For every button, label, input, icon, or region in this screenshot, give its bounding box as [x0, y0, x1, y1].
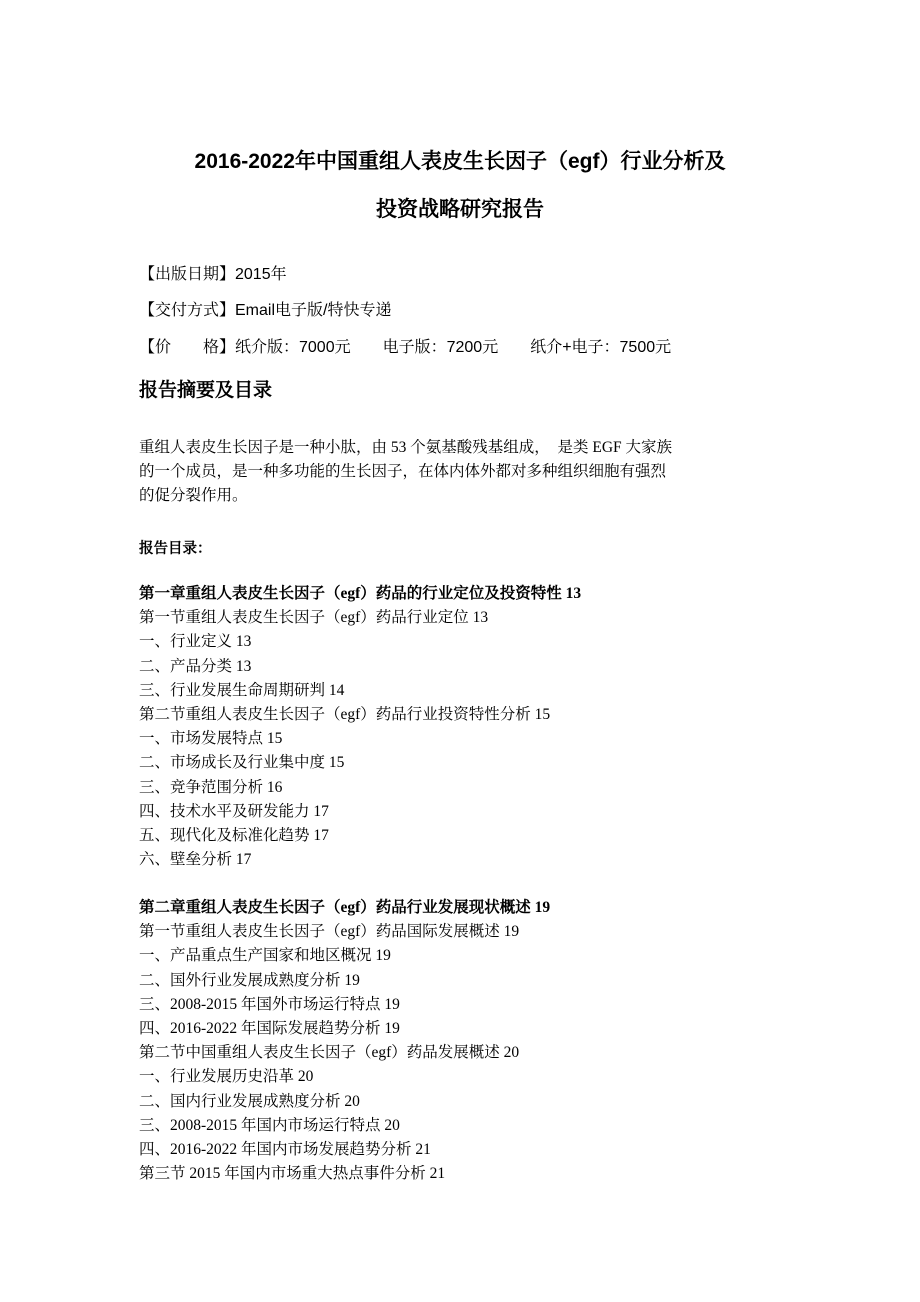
toc-chapter-1	[139, 582, 839, 872]
publish-date: 【出版日期】2015年	[139, 266, 287, 283]
toc-item: 一、产品重点生产国家和地区概况 19	[139, 947, 391, 965]
toc-item: 四、2016-2022 年国内市场发展趋势分析 21	[139, 1140, 431, 1158]
toc-item: 四、2016-2022 年国际发展趋势分析 19	[139, 1019, 400, 1037]
summary-line: 的促分裂作用。	[139, 487, 248, 504]
report-title-line-1: 2016-2022年中国重组人表皮生长因子（egf）行业分析及	[194, 150, 726, 173]
toc-item: 第二节中国重组人表皮生长因子（egf）药品发展概述 20	[139, 1044, 520, 1062]
toc-item: 二、国外行业发展成熟度分析 19	[139, 971, 360, 989]
toc-item: 二、产品分类 13	[139, 657, 252, 675]
toc-item: 第一节重组人表皮生长因子（egf）药品国际发展概述 19	[139, 923, 520, 941]
toc-item: 二、市场成长及行业集中度 15	[139, 754, 345, 772]
toc-item: 六、壁垒分析 17	[139, 851, 252, 869]
toc-item: 三、竞争范围分析 16	[139, 778, 283, 796]
report-title-line-2: 投资战略研究报告	[376, 198, 544, 221]
toc-item: 五、现代化及标准化趋势 17	[139, 826, 329, 844]
summary-line: 重组人表皮生长因子是一种小肽，由 53 个氨基酸残基组成， 是类 EGF 大家族	[139, 439, 673, 456]
price-info: 【价 格】纸介版：7000元 电子版：7200元 纸介+电子：7500元	[139, 339, 672, 356]
toc-item: 三、2008-2015 年国内市场运行特点 20	[139, 1116, 400, 1134]
toc-item: 四、技术水平及研发能力 17	[139, 802, 329, 820]
toc-item: 第三节 2015 年国内市场重大热点事件分析 21	[139, 1165, 446, 1183]
toc-item: 第一节重组人表皮生长因子（egf）药品行业定位 13	[139, 609, 489, 627]
toc-label: 报告目录：	[139, 541, 212, 557]
toc-chapter-title: 第二章重组人表皮生长因子（egf）药品行业发展现状概述 19	[139, 899, 551, 916]
toc-item: 一、行业发展历史沿革 20	[139, 1068, 314, 1086]
toc-item: 一、市场发展特点 15	[139, 730, 283, 748]
summary-line: 的一个成员，是一种多功能的生长因子，在体内体外都对多种组织细胞有强烈	[139, 463, 667, 480]
delivery-method: 【交付方式】Email电子版/特快专递	[139, 302, 392, 319]
toc-item: 三、行业发展生命周期研判 14	[139, 681, 345, 699]
toc-chapter-2	[139, 896, 839, 1186]
toc-item: 一、行业定义 13	[139, 633, 252, 651]
report-summary	[139, 436, 789, 508]
section-heading: 报告摘要及目录	[139, 380, 273, 401]
toc-item: 二、国内行业发展成熟度分析 20	[139, 1092, 360, 1110]
toc-chapter-title: 第一章重组人表皮生长因子（egf）药品的行业定位及投资特性 13	[139, 585, 582, 602]
toc-item: 第二节重组人表皮生长因子（egf）药品行业投资特性分析 15	[139, 705, 551, 723]
toc-item: 三、2008-2015 年国外市场运行特点 19	[139, 995, 400, 1013]
